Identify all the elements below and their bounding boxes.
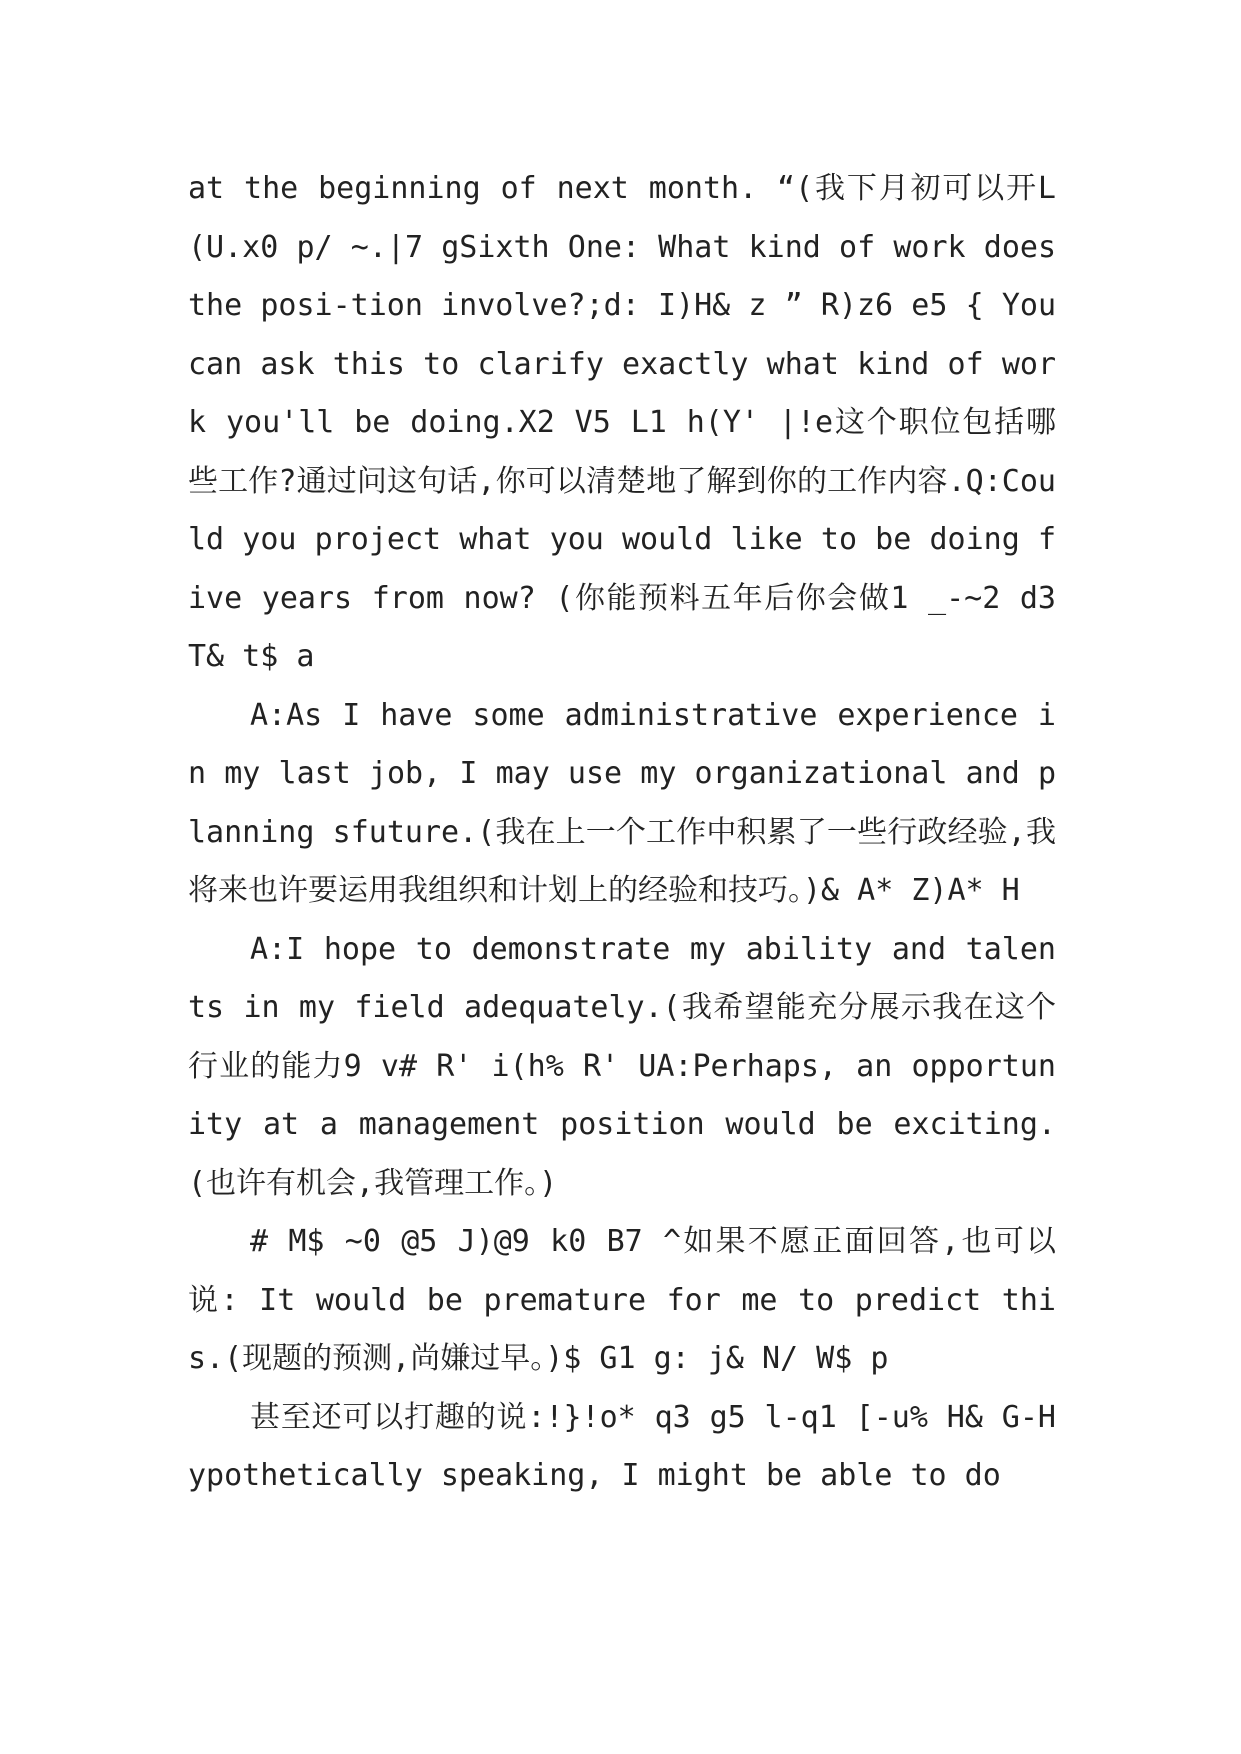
paragraph-5: 甚至还可以打趣的说:!}!o* q3 g5 l-q1 [-u% H& G-Hypothetically speaking, I might be able to do — [188, 1399, 1056, 1493]
document-body — [188, 160, 1075, 1506]
paragraph-3: A:I hope to demonstrate my ability and talents in my field adequately.(我希望能充分展示我在这个行业的能力9 v# R' i(h% R' UA:Perhaps, an opportunity at a management position would be exciting.(也许有机会,我管理工作。) — [188, 931, 1056, 1201]
paragraph-4: # M$ ~0 @5 J)@9 k0 B7 ^如果不愿正面回答,也可以说: It would be premature for me to predict this.(现题的预测,尚嫌过早。)$ G1 g: j& N/ W$ p — [188, 1224, 1056, 1376]
paragraph-1: at the beginning of next month. “(我下月初可以开L(U.x0 p/ ~.|7 gSixth One: What kind of work does the posi-tion involve?;d: I)H& z ” R)z6 e5 { You can ask this to clarify exactly what kind of work you'll be doing.X2 V5 L1 h(Y' |!e这个职位包括哪些工作?通过问这句话,你可以清楚地了解到你的工作内容.Q:Could you project what you would like to be doing five years from now? (你能预料五年后你会做1 _-~2 d3 T& t$ a — [188, 171, 1075, 674]
paragraph-2: A:As I have some administrative experience in my last job, I may use my organizational and planning sfuture.(我在上一个工作中积累了一些行政经验,我将来也许要运用我组织和计划上的经验和技巧。)& A* Z)A* H — [188, 697, 1056, 908]
